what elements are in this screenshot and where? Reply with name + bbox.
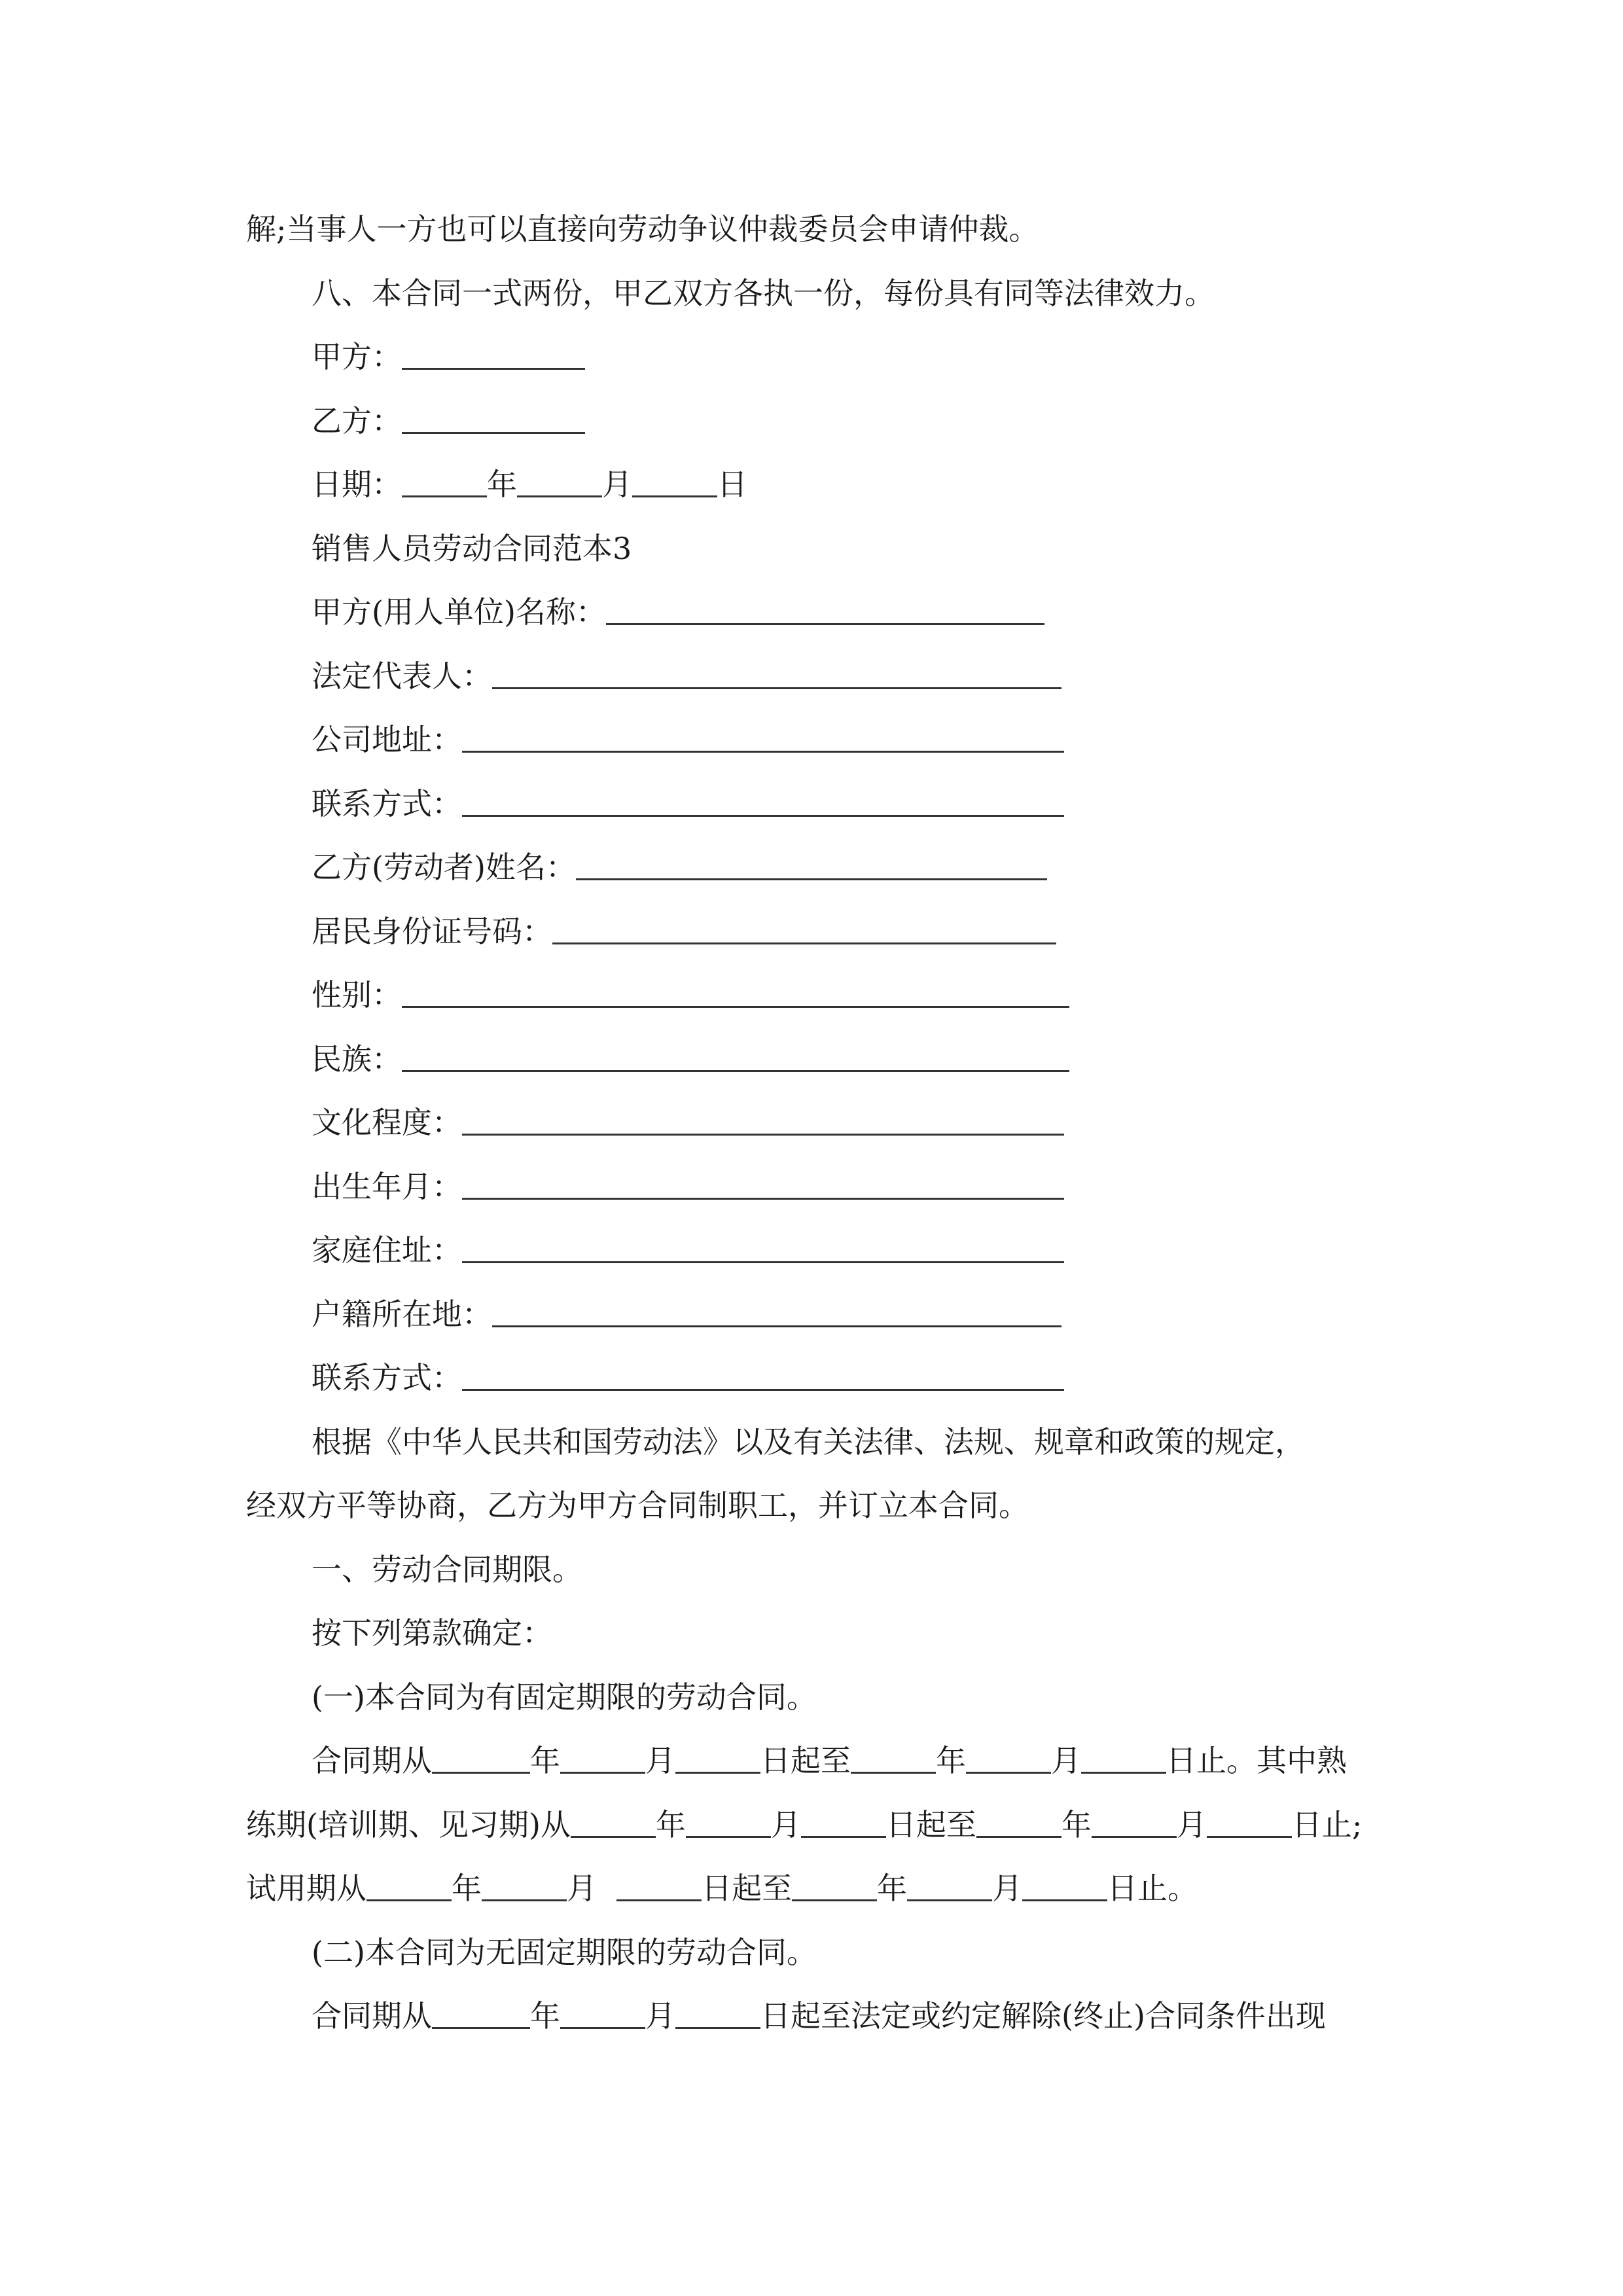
blank-field[interactable]: [432, 1996, 530, 2029]
paragraph-text: 试用期从: [246, 1871, 366, 1906]
paragraph-text: 按下列第款确定：: [312, 1615, 552, 1651]
form-row: [246, 1346, 1398, 1410]
field-label: 户籍所在地：: [312, 1296, 492, 1332]
form-row: [246, 581, 1398, 645]
blank-field[interactable]: [675, 1996, 760, 2029]
blank-field[interactable]: [632, 464, 717, 497]
text-line: [246, 1666, 1398, 1730]
blank-field[interactable]: [851, 1740, 936, 1774]
field-label: 甲方(用人单位)名称：: [312, 594, 606, 630]
section-heading: [246, 1538, 1398, 1602]
date-unit: 年: [936, 1743, 966, 1778]
blank-field[interactable]: [675, 1740, 760, 1774]
text-line: [246, 1921, 1398, 1985]
term-line: [246, 1793, 1398, 1857]
paragraph-text: 日止;: [1291, 1806, 1363, 1842]
document-title: 销售人员劳动合同范本3: [312, 530, 632, 566]
date-unit: 月: [1051, 1743, 1081, 1778]
field-label: 乙方(劳动者)姓名：: [312, 850, 576, 885]
field-label: 联系方式：: [312, 1360, 462, 1395]
blank-field[interactable]: [1081, 1740, 1166, 1774]
paragraph-text: 日起至: [885, 1806, 976, 1842]
field-label: 民族：: [312, 1041, 402, 1077]
blank-field[interactable]: [462, 1230, 1064, 1263]
date-unit: 月: [645, 1998, 675, 2034]
paragraph-text: (二)本合同为无固定期限的劳动合同。: [312, 1934, 817, 1970]
paragraph-text: 日起至: [702, 1871, 792, 1906]
text-line: [246, 262, 1398, 326]
blank-field[interactable]: [1207, 1804, 1292, 1837]
date-unit: 年: [1061, 1806, 1092, 1842]
term-line: [246, 1984, 1398, 2049]
blank-field[interactable]: [402, 464, 487, 497]
text-line: [246, 1602, 1398, 1666]
blank-field[interactable]: [686, 1804, 771, 1837]
paragraph-text: 练期(培训期、见习期)从: [246, 1806, 571, 1842]
blank-field[interactable]: [560, 1740, 645, 1774]
blank-field[interactable]: [402, 1038, 1069, 1071]
section-title: [246, 517, 1398, 581]
blank-field[interactable]: [1022, 1868, 1107, 1901]
form-row: [246, 900, 1398, 964]
blank-field[interactable]: [492, 655, 1061, 689]
paragraph-text: 根据《中华人民共和国劳动法》以及有关法律、法规、规章和政策的规定，: [312, 1424, 1305, 1460]
date-unit: 月: [770, 1806, 801, 1842]
blank-field[interactable]: [517, 464, 602, 497]
blank-field[interactable]: [462, 1102, 1064, 1136]
blank-field[interactable]: [801, 1804, 886, 1837]
party-b-signature-line: [246, 389, 1398, 454]
field-label: 法定代表人：: [312, 658, 492, 694]
date-unit: 年: [655, 1806, 686, 1842]
text-line: [246, 1410, 1398, 1475]
blank-field[interactable]: [462, 719, 1064, 753]
date-unit: 日: [717, 467, 747, 502]
paragraph-text: 日止。: [1107, 1871, 1198, 1906]
field-label: 文化程度：: [312, 1105, 462, 1140]
date-unit: 年: [530, 1998, 560, 2034]
field-label: 甲方：: [312, 339, 402, 374]
form-row: [246, 772, 1398, 836]
form-row: [246, 645, 1398, 709]
blank-field[interactable]: [482, 1868, 567, 1901]
blank-field[interactable]: [576, 847, 1047, 880]
date-line: [246, 453, 1398, 517]
form-row: [246, 708, 1398, 772]
text-line: [246, 1474, 1398, 1538]
blank-field[interactable]: [432, 1740, 530, 1774]
term-line: [246, 1729, 1398, 1793]
blank-field[interactable]: [366, 1868, 452, 1901]
blank-field[interactable]: [571, 1804, 656, 1837]
form-row: [246, 1219, 1398, 1283]
heading-text: 一、劳动合同期限。: [312, 1551, 582, 1587]
field-label: 性别：: [312, 977, 402, 1013]
blank-field[interactable]: [1092, 1804, 1177, 1837]
paragraph-text: 合同期从: [312, 1998, 432, 2034]
form-row: [246, 1091, 1398, 1155]
blank-field[interactable]: [462, 1166, 1064, 1199]
blank-field[interactable]: [402, 336, 585, 370]
text-line: [246, 198, 1398, 262]
field-label: 公司地址：: [312, 722, 462, 757]
paragraph-text: 日起至: [760, 1743, 851, 1778]
blank-field[interactable]: [492, 1293, 1061, 1327]
blank-field[interactable]: [907, 1868, 992, 1901]
paragraph-text: 解;当事人一方也可以直接向劳动争议仲裁委员会申请仲裁。: [246, 211, 1039, 247]
date-unit: 年: [877, 1871, 907, 1906]
party-a-signature-line: [246, 325, 1398, 389]
paragraph-text: (一)本合同为有固定期限的劳动合同。: [312, 1679, 817, 1715]
date-unit: 月: [602, 467, 632, 502]
form-row: [246, 1155, 1398, 1219]
term-line: [246, 1857, 1398, 1921]
date-unit: 月: [567, 1871, 597, 1906]
date-unit: 月: [645, 1743, 675, 1778]
date-unit: 月: [1176, 1806, 1207, 1842]
blank-field[interactable]: [966, 1740, 1051, 1774]
field-label: 出生年月：: [312, 1168, 462, 1204]
blank-field[interactable]: [462, 783, 1064, 816]
form-row: [246, 1283, 1398, 1347]
date-unit: 年: [530, 1743, 560, 1778]
field-label: 日期：: [312, 467, 402, 502]
form-row: [246, 1028, 1398, 1092]
field-label: 居民身份证号码：: [312, 913, 552, 949]
paragraph-text: 合同期从: [312, 1743, 432, 1778]
paragraph-text: 日止。其中熟: [1166, 1743, 1347, 1778]
form-row: [246, 836, 1398, 900]
contract-body: [246, 198, 1398, 2049]
field-label: 乙方：: [312, 403, 402, 439]
paragraph-text: 日起至法定或约定解除(终止)合同条件出现: [760, 1998, 1326, 2034]
blank-field[interactable]: [552, 910, 1056, 944]
paragraph-text: 八、本合同一式两份，甲乙双方各执一份，每份具有同等法律效力。: [312, 275, 1215, 311]
date-unit: 月: [992, 1871, 1022, 1906]
blank-field[interactable]: [606, 592, 1044, 625]
blank-field[interactable]: [792, 1868, 877, 1901]
form-row: [246, 963, 1398, 1028]
field-label: 家庭住址：: [312, 1232, 462, 1268]
paragraph-text: 经双方平等协商，乙方为甲方合同制职工，并订立本合同。: [246, 1488, 1029, 1523]
blank-field[interactable]: [462, 1357, 1064, 1391]
blank-field[interactable]: [402, 975, 1069, 1008]
field-label: 联系方式：: [312, 785, 462, 821]
blank-field[interactable]: [560, 1996, 645, 2029]
blank-field[interactable]: [976, 1804, 1061, 1837]
date-unit: 年: [452, 1871, 482, 1906]
date-unit: 年: [487, 467, 517, 502]
blank-field[interactable]: [402, 400, 585, 433]
blank-field[interactable]: [616, 1868, 702, 1901]
